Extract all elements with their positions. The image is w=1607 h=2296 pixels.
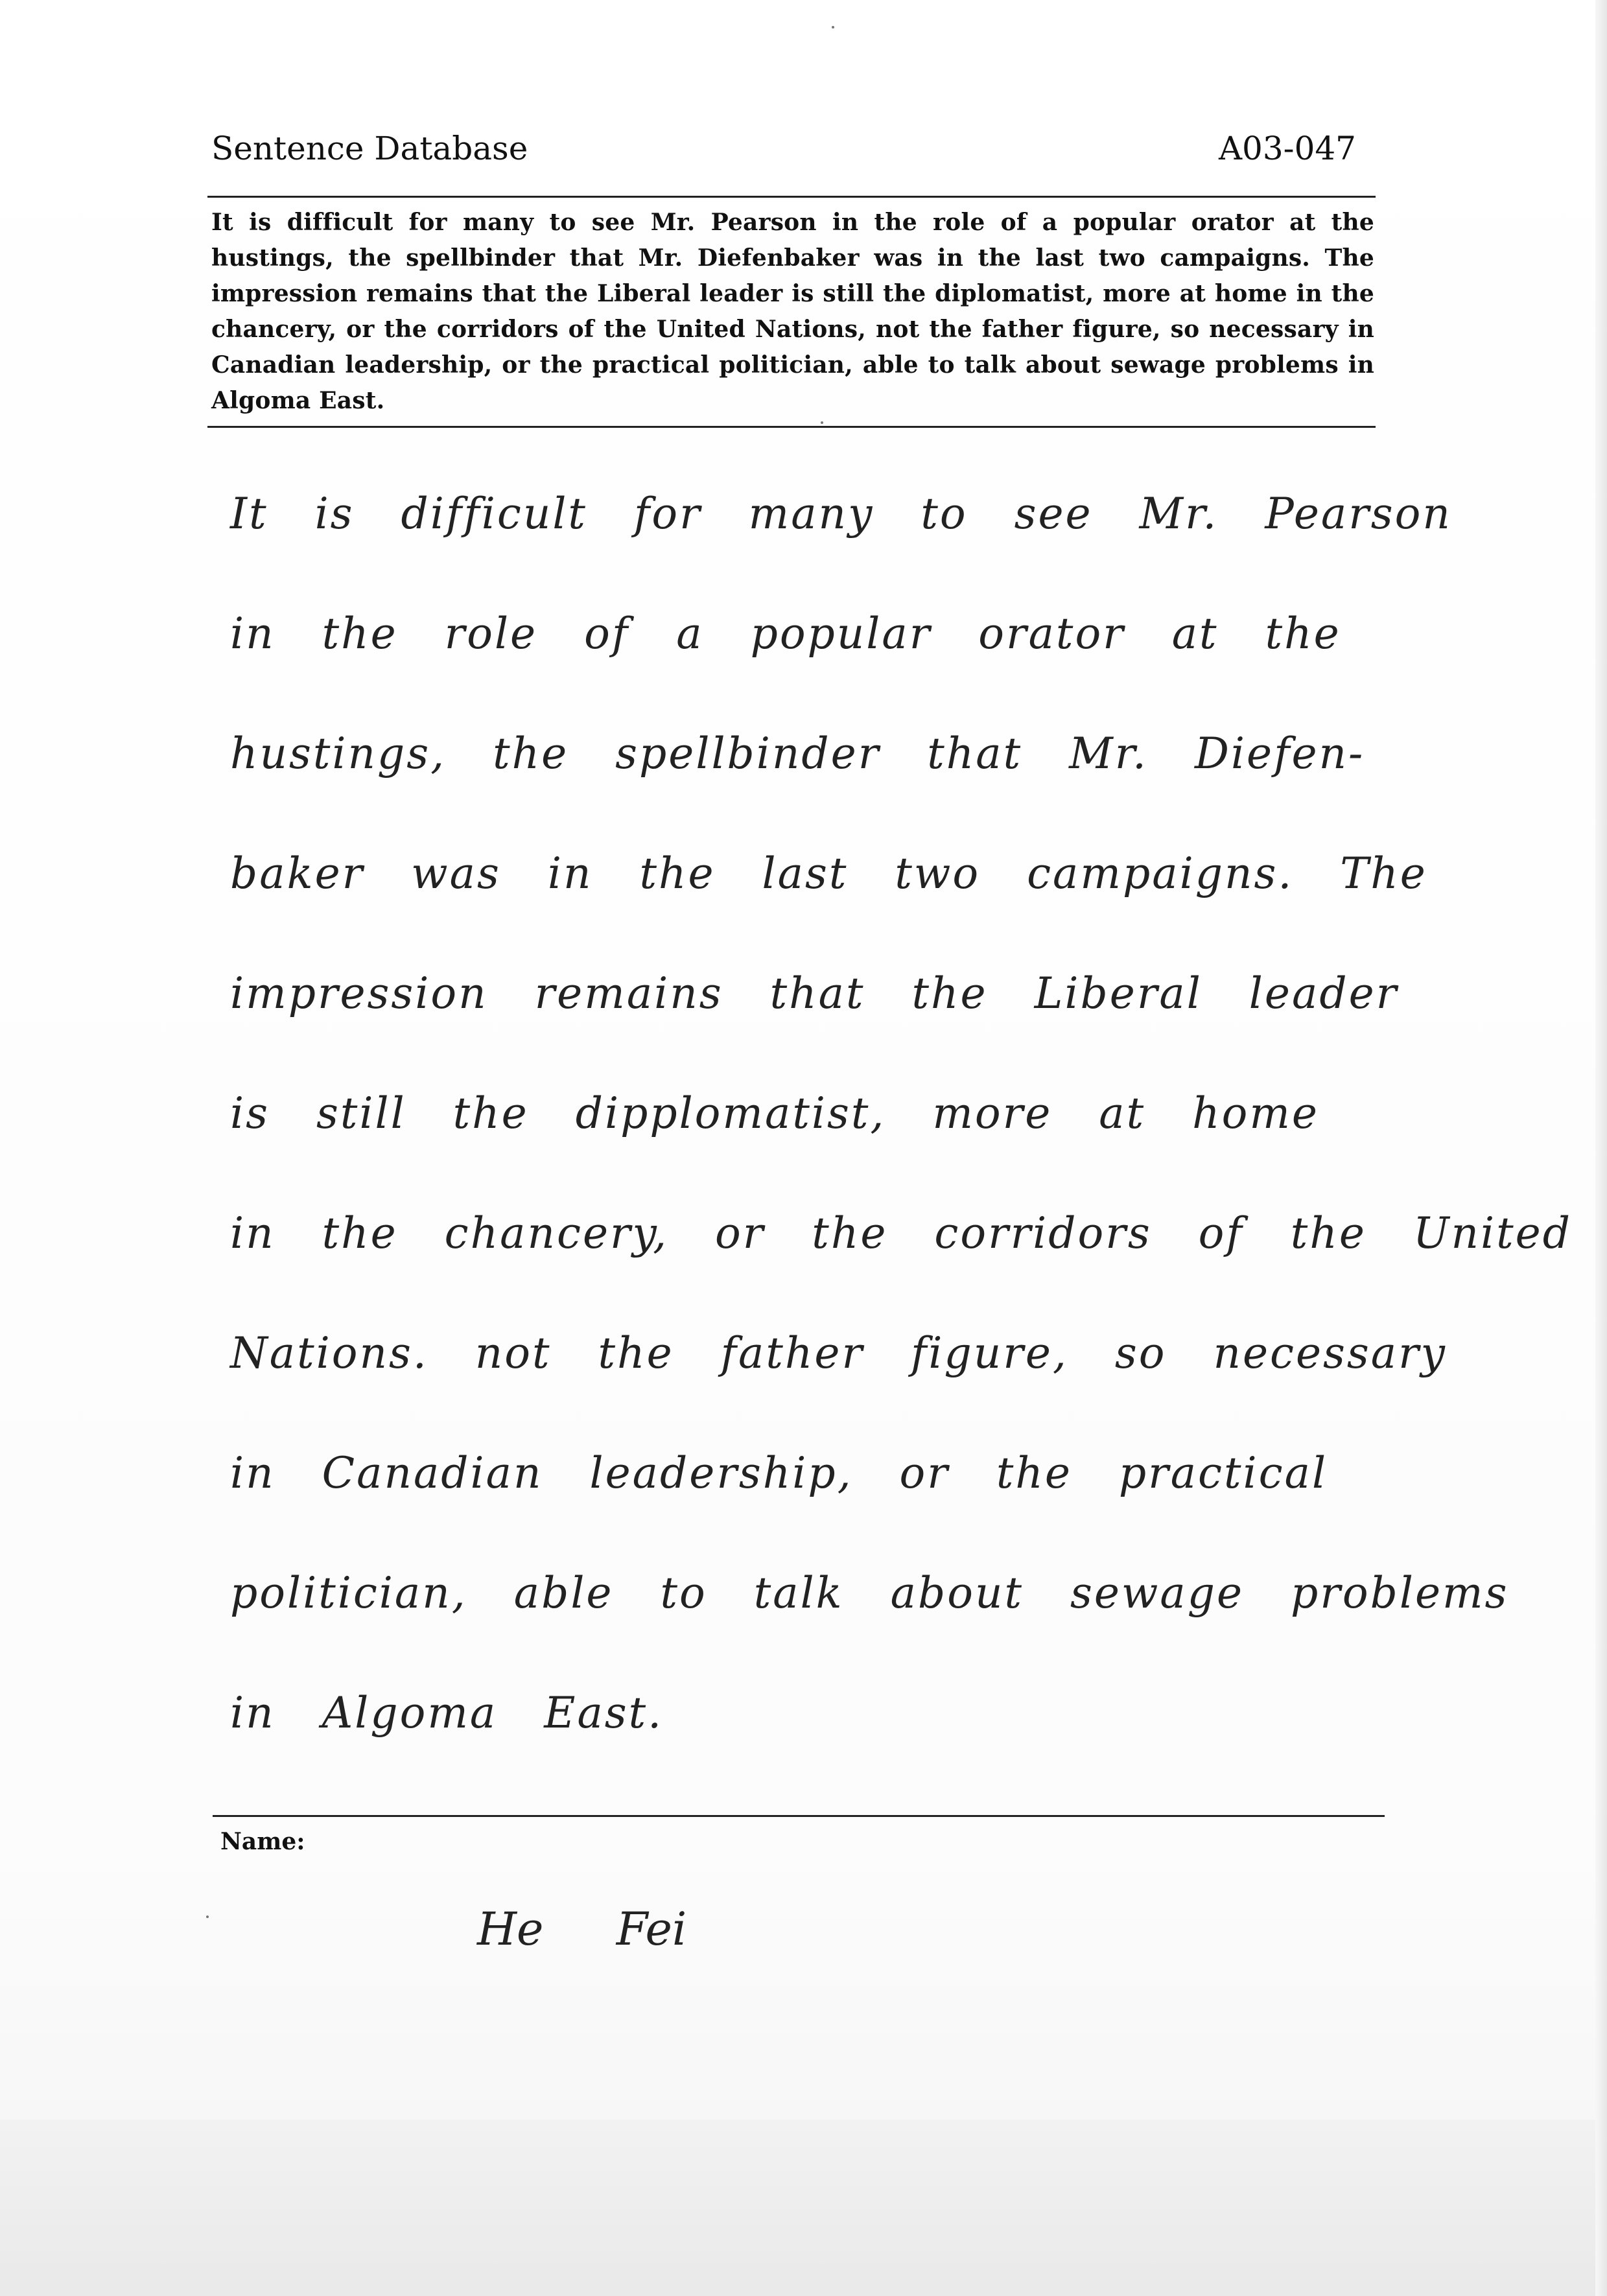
header-rule — [207, 196, 1376, 198]
handwritten-line: politician, able to talk about sewage problems — [230, 1568, 1509, 1618]
handwritten-line: hustings, the spellbinder that Mr. Diefen- — [230, 729, 1365, 779]
name-label: Name: — [220, 1828, 305, 1855]
name-rule — [213, 1815, 1385, 1817]
handwritten-line: impression remains that the Liberal leader — [230, 968, 1399, 1018]
scan-speck — [832, 26, 834, 29]
handwritten-line: in the chancery, or the corridors of the United — [230, 1208, 1572, 1258]
database-title: Sentence Database — [211, 130, 528, 167]
handwritten-line: It is difficult for many to see Mr. Pearson — [230, 489, 1452, 539]
handwritten-line: is still the dipplomatist, more at home — [230, 1088, 1319, 1138]
scan-speck — [206, 1915, 209, 1918]
handwritten-line: in Algoma East. — [230, 1688, 664, 1738]
form-id: A03-047 — [1218, 130, 1356, 167]
paper-bottom-shadow — [0, 2120, 1607, 2296]
handwritten-line: in Canadian leadership, or the practical — [230, 1448, 1328, 1498]
printed-sentence: It is difficult for many to see Mr. Pearson in the role of a popular orator at the hustings, the spellbinder that Mr. Diefenbaker was in the last two campaigns. The impression remains that the Liberal leader is still the diplomatist, more at home in the chancery, or the corridors of the United Nations, not the father figure, so necessary in Canadian leadership, or the practical politician, able to talk about sewage problems in Algoma East. — [211, 209, 1374, 414]
handwritten-line: Nations. not the father figure, so necessary — [230, 1328, 1447, 1378]
handwritten-line: in the role of a popular orator at the — [230, 609, 1341, 659]
paper-right-edge — [1595, 0, 1607, 2296]
scan-speck — [821, 421, 823, 424]
printed-text-rule — [207, 426, 1376, 428]
handwritten-line: baker was in the last two campaigns. The — [230, 849, 1427, 898]
handwritten-name: He Fei — [477, 1903, 687, 1956]
handwritten-transcription — [230, 454, 1572, 1773]
